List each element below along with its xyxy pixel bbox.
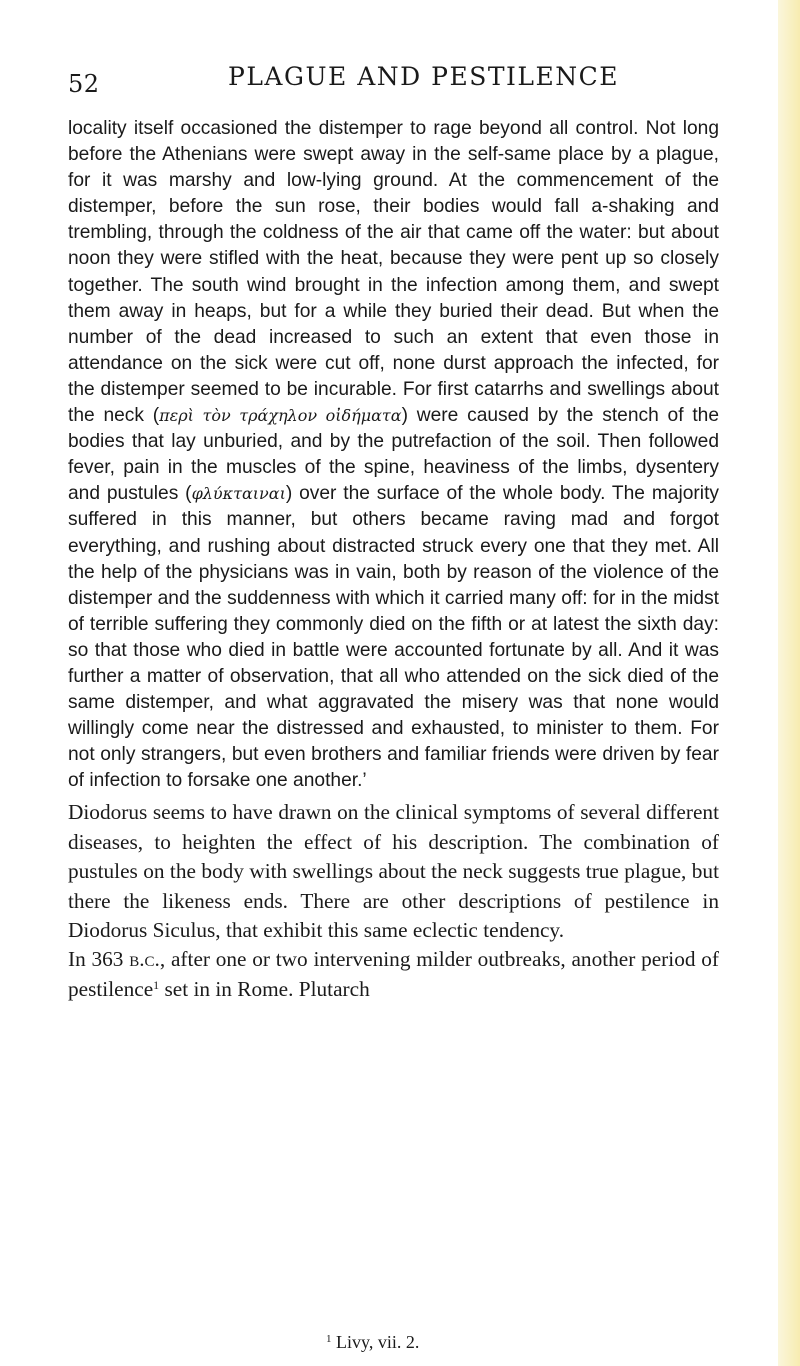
page-edge	[778, 0, 800, 1366]
footnote-marker: 1	[326, 1333, 332, 1345]
paragraph-rome	[68, 945, 719, 1004]
greek-phrase: φλύκταιναι	[191, 484, 286, 504]
paragraph-text: set in in Rome. Plutarch	[159, 976, 370, 1001]
paragraph-text: ) over the surface of the whole body. The majority suffered in this manner, but others became raving mad and forgot everything, and rushing about distracted struck every one that they met. All the help of the physicians was in vain, both by reason of the violence of the distemper and the suddenness with which it carried many off: for in the midst of terrible suffering they commonly died on the fifth or at latest the sixth day: so that those who died in battle were accounted fortunate by all. And it was further a matter of observation, that all who attended on the sick died of the same distemper, and what aggravated the misery was that none would willingly come near the distressed and exhausted, to minister to them. For not only strangers, but even brothers and familiar friends were driven by fear of infection to forsake one another.’	[68, 483, 719, 792]
paragraph-text: Diodorus seems to have drawn on the clinical symptoms of several different diseases, to heighten the effect of his description. The combination of pustules on the body with swellings about the neck suggests true plague, but there the likeness ends. There are other descriptions of pestilence in Diodorus Siculus, that exhibit this same eclectic tendency.	[68, 800, 719, 943]
paragraph-text: In 363	[68, 947, 130, 972]
page-header	[68, 62, 708, 96]
paragraph-text: , after one or two intervening milder outbreaks, another period of pestilence	[68, 947, 719, 1001]
paragraph-commentary	[68, 798, 719, 945]
greek-phrase: περὶ τὸν τράχηλον οἰδήματα	[159, 406, 402, 426]
body-text	[68, 116, 719, 1004]
footnote-text: Livy, vii. 2.	[331, 1332, 420, 1352]
era-abbreviation: b.c.	[129, 947, 160, 972]
paragraph-quotation	[68, 116, 719, 794]
running-title: PLAGUE AND PESTILENCE	[228, 62, 619, 91]
page-number: 52	[68, 70, 100, 98]
footnote-reference[interactable]: 1	[153, 977, 160, 992]
footnote	[326, 1332, 419, 1353]
paragraph-text: ) were caused by the stench of the bodies that lay unburied, and by the putrefaction of the soil. Then followed fever, pain in the muscles of the spine, heaviness of the limbs, dysentery and pustules (	[68, 405, 720, 505]
paragraph-text: locality itself occasioned the distemper to rage beyond all control. Not long before the Athenians were swept away in the self-same place by a plague, for it was marshy and low-lying ground. At the commencement of the distemper, before the sun rose, their bodies would fall a-shaking and trembling, through the coldness of the air that came off the water: but about noon they were stifled with the heat, because they were pent up so closely together. The south wind brought in the infection among them, and swept them away in heaps, but for a while they buried their dead. But when the number of the dead increased to such an extent that even those in attendance on the sick were cut off, none durst approach the infected, for the distemper seemed to be incurable. For first catarrhs and swellings about the neck (	[68, 118, 719, 427]
